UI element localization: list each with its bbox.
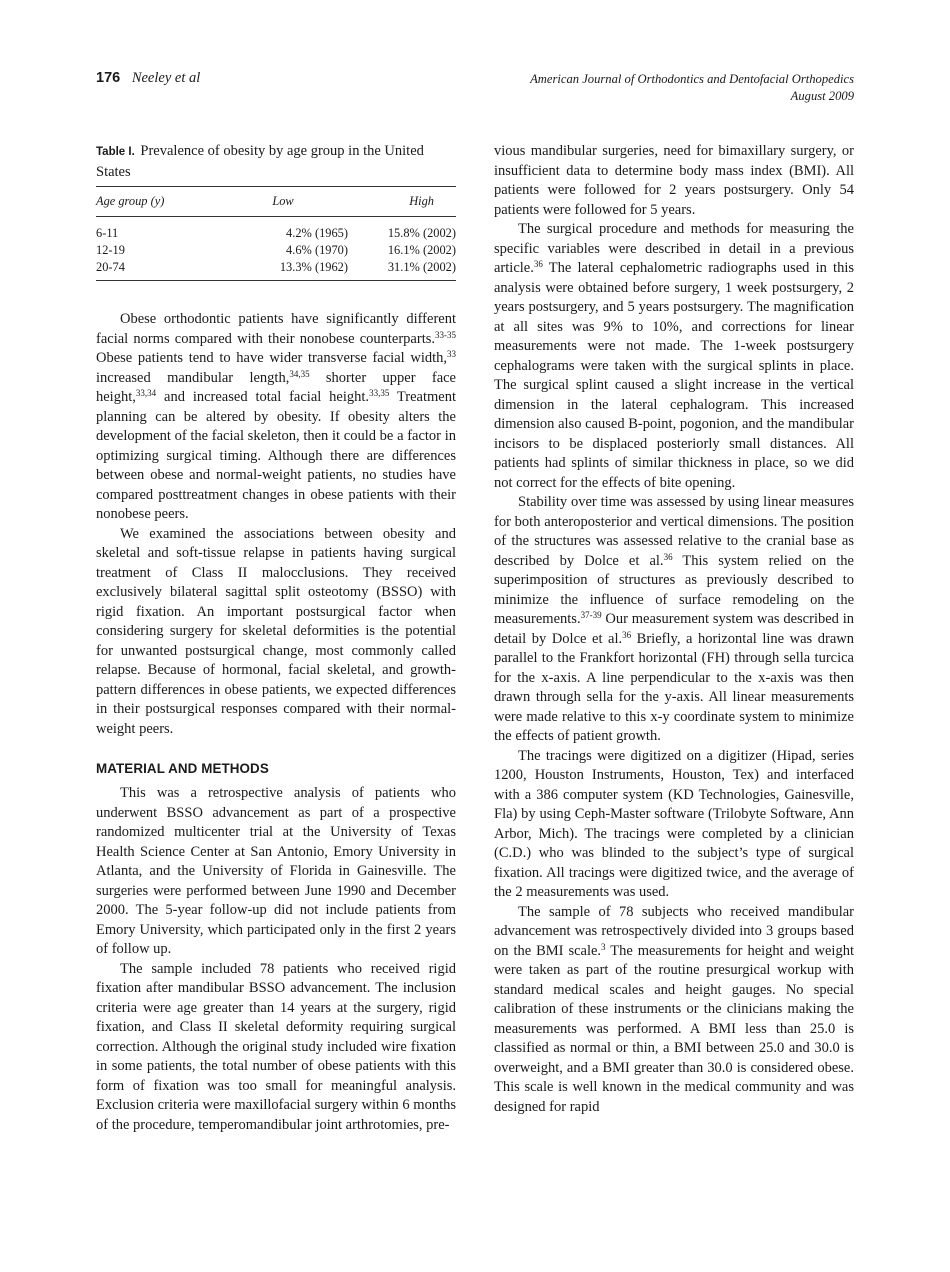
table-label: Table I.	[96, 146, 135, 158]
table-header-row	[96, 187, 456, 217]
table-caption-text: Prevalence of obesity by age group in the United States	[96, 143, 424, 180]
paragraph-obese-norms: Obese orthodontic patients have significantly different facial norms compared with their nonobese counterparts.$^{33-35}$ Obese patients tend to have wider transverse facial width,$^{33}$ increased mandibular length,$^{34,35}$ shorter upper face height,$^{33,34}$ and increased total facial height.$^{33,35}$ Treatment planning can be altered by obesity. If obesity alters the development of the facial skeleton, then it could be a factor in optimizing surgical timing. Although there are differences between obese and normal-weight patients, no studies have compared posttreatment changes in obese patients with their nonobese peers.	[96, 311, 457, 522]
table-cell: 4.2% (1965)	[286, 226, 348, 240]
paragraph-exclusions-cont: vious mandibular surgeries, need for bimaxillary surgery, or insufficient data to determine body mass index (BMI). All patients were followed for 2 years postsurgery. Only 54 patients were followed for 5 years.	[494, 143, 854, 218]
paragraph-stability: Stability over time was assessed by using linear measures for both anteroposterior and vertical dimensions. The position of the structures was assessed relative to the cranial base as described by Dolce et al.$^{36}$ This system relied on the superimposition of structures as previously described to minimize the influence of surface remodeling on the measurements.$^{37-39}$ Our measurement system was described in detail by Dolce et al.$^{36}$ Briefly, a horizontal line was drawn parallel to the Frankfort horizontal (FH) through sella turcica for the x-axis. A line perpendicular to the x-axis was then drawn through sella for the y-axis. All linear measurements were made relative to this x-y coordinate system to minimize the effects of patient growth.	[494, 494, 854, 744]
paragraph-digitizing: The tracings were digitized on a digitizer (Hipad, series 1200, Houston Instruments, Houston, Tex) and interfaced with a 386 computer system (KD Technologies, Gainesville, Fla) by using Ceph-Master software (Trilobyte Software, Ann Arbor, Mich). The tracings were completed by a clinician (C.D.) who was blinded to the subject’s type of surgical fixation. All tracings were digitized twice, and the average of the 2 measurements was used.	[494, 747, 854, 900]
left-column	[96, 142, 456, 1135]
issue-date: August 2009	[790, 89, 854, 103]
running-authors: Neeley et al	[131, 70, 201, 86]
paragraph-bmi: The sample of 78 subjects who received mandibular advancement was retrospectively divided into 3 groups based on the BMI scale.$^3$ The measurements for height and weight were taken as part of the routine presurgical workup with standard medical scales and height gauges. No special calibration of these instruments or the clinicians making the measurements was performed. A BMI less than 25.0 is classified as normal or thin, a BMI between 25.0 and 30.0 is overweight, and a BMI greater than 30.0 is considered obese. This scale is well known in the medical community and was designed for rapid	[494, 903, 854, 1115]
citation: 36	[663, 551, 673, 562]
table-cell: 4.6% (1970)	[286, 243, 348, 257]
table-caption	[96, 142, 456, 182]
prevalence-table	[96, 186, 456, 281]
table-cell: 31.1% (2002)	[387, 260, 456, 274]
citation: 37-39	[580, 610, 602, 620]
citation: 33-35	[435, 329, 456, 340]
citation: 33,35	[369, 388, 390, 398]
table-cell: 13.3% (1962)	[279, 260, 348, 274]
table-cell: 20-74	[96, 260, 125, 274]
paragraph-study-design: This was a retrospective analysis of patients who underwent BSSO advancement as part of a prospective randomized multicenter trial at the University of Texas Health Science Center at San Antonio, Emory University in Atlanta, and the University of Florida in Gainesville. The surgeries were performed between June 1990 and December 2000. The 5-year follow-up did not include patients from Emory University, which participated only in the first 2 years of follow up.	[96, 785, 456, 957]
header-right	[530, 71, 854, 105]
table-cell: 12-19	[96, 243, 125, 257]
column-header: Low	[272, 194, 294, 208]
table-row	[96, 217, 456, 243]
table-cell: 6-11	[96, 226, 119, 240]
citation: 33,34	[135, 388, 157, 398]
header-left	[96, 70, 200, 87]
right-column	[494, 142, 854, 1117]
paragraph-procedure: The surgical procedure and methods for measuring the specific variables were described in detail in a previous article.$^{36}$ The lateral cephalometric radiographs used in this analysis were obtained before surgery, 1 week postsurgery, 2 years postsurgery, and 5 years postsurgery. The magnification at all sites was 9% to 10%, and corrections for linear measurements were not made. The 1-week postsurgery cephalograms were taken with the surgical splints in place. The surgical splint caused a slight increase in the vertical dimension in the lateral cephalogram. This increased dimension also caused B-point, pogonion, and the mandibular incisors to be displaced posteriorly small distances. All patients had splints of similar thickness in place, so we did not correct for the effects of bite opening.	[494, 221, 854, 491]
table-row	[96, 259, 456, 281]
table-cell: 15.8% (2002)	[387, 226, 456, 240]
table-row	[96, 242, 456, 259]
citation: 36	[622, 629, 632, 640]
paragraph-aims: We examined the associations between obesity and skeletal and soft-tissue relapse in patients having surgical treatment of Class II malocclusions. They received exclusively bilateral sagittal split osteotomy (BSSO) with rigid fixation. An important postsurgical factor when considering surgery for skeletal deformities is the potential for unwanted postsurgical change, most commonly called relapse. Because of hormonal, facial skeletal, and growth-pattern differences in obese patients, we expected differences in their postsurgical responses compared with their normal-weight peers.	[96, 525, 456, 737]
page-number: 176	[96, 70, 121, 86]
section-heading: MATERIAL AND METHODS	[96, 761, 269, 776]
table-cell: 16.1% (2002)	[387, 243, 456, 257]
paragraph-sample: The sample included 78 patients who received rigid fixation after mandibular BSSO advancement. The inclusion criteria were age greater than 14 years at the surgery, rigid fixation, and Class II skeletal deformity requiring surgical correction. Although the original study included wire fixation in some patients, the total number of obese patients with this form of fixation was too small for meaningful analysis. Exclusion criteria were maxillofacial surgery within 6 months of the procedure, temperomandibular joint arthrotomies, pre-	[96, 960, 456, 1133]
citation: 33	[447, 349, 456, 359]
citation: 34,35	[289, 368, 310, 379]
column-header: Age group (y)	[96, 194, 165, 208]
journal-name: American Journal of Orthodontics and Dentofacial Orthopedics	[530, 72, 854, 86]
citation: 36	[533, 259, 543, 269]
column-header: High	[409, 194, 434, 208]
citation: 3	[601, 941, 606, 952]
